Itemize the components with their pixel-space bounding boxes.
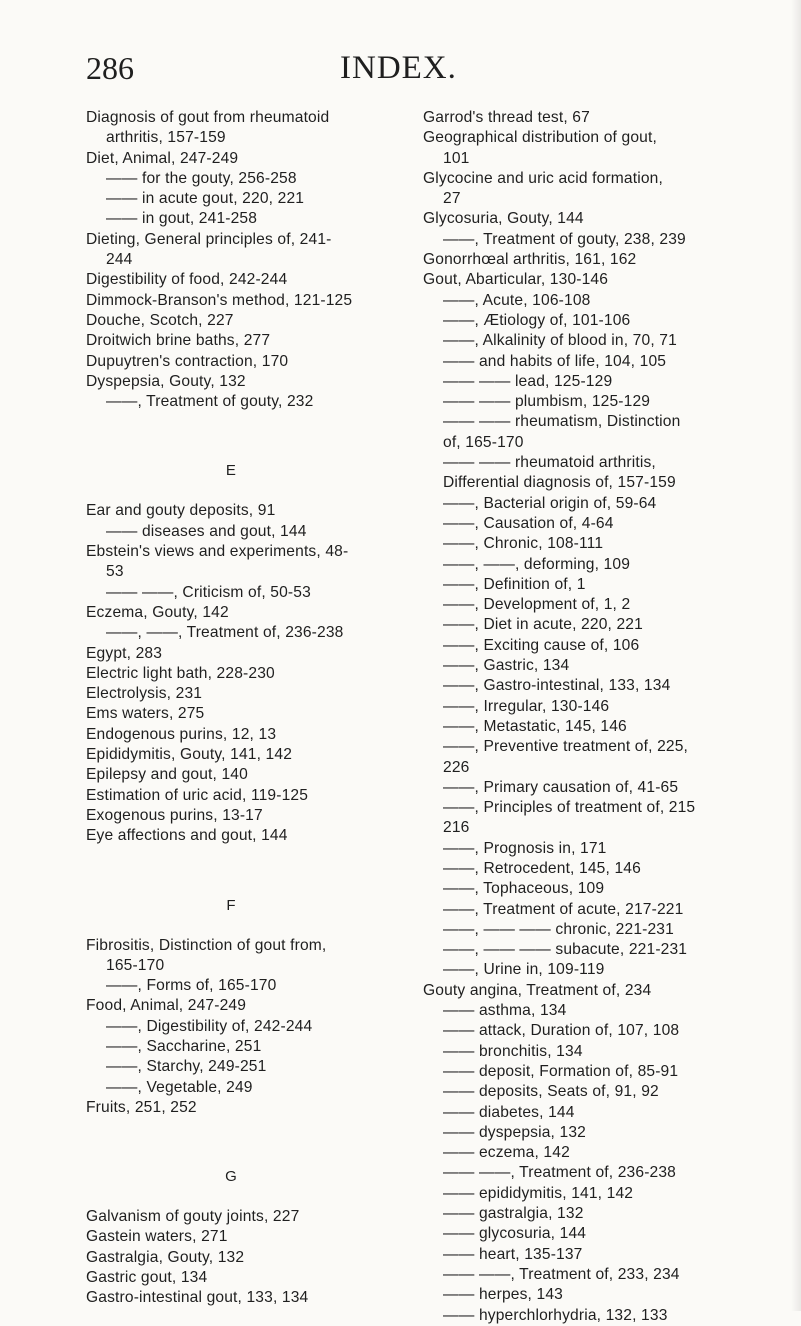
index-entry: —— —— plumbism, 125-129: [443, 393, 651, 411]
index-entry: ——, Forms of, 165-170: [106, 977, 277, 995]
index-entry: 244: [106, 251, 133, 269]
index-entry: Electrolysis, 231: [86, 685, 203, 703]
index-left-column: [86, 108, 396, 1309]
index-entry: Epididymitis, Gouty, 141, 142: [86, 746, 293, 764]
index-entry: Fibrositis, Distinction of gout from,: [86, 936, 327, 954]
index-right-column: [423, 108, 743, 1326]
index-entry: Gastric gout, 134: [86, 1269, 208, 1287]
index-entry: Glycosuria, Gouty, 144: [423, 210, 584, 228]
index-entry: Dieting, General principles of, 241-: [86, 230, 332, 248]
index-entry: Eye affections and gout, 144: [86, 827, 288, 845]
index-entry: Gastro-intestinal gout, 133, 134: [86, 1289, 309, 1307]
index-entry: ——, Metastatic, 145, 146: [443, 717, 627, 735]
index-entry: ——, Saccharine, 251: [106, 1037, 262, 1055]
section-letter-f: F: [226, 896, 236, 914]
page-edge-shadow: [791, 0, 801, 1311]
index-entry: —— —— rheumatoid arthritis,: [443, 454, 656, 472]
index-entry: 226: [443, 758, 470, 776]
index-entry: —— eczema, 142: [443, 1144, 570, 1162]
section-letter-g: G: [225, 1168, 237, 1186]
index-entry: Ebstein's views and experiments, 48-: [86, 543, 349, 561]
index-entry: Garrod's thread test, 67: [423, 109, 590, 126]
entries-g: [86, 1207, 396, 1308]
index-entry: ——, Treatment of gouty, 238, 239: [443, 230, 686, 248]
index-entry: —— herpes, 143: [443, 1286, 563, 1304]
index-entry: —— attack, Duration of, 107, 108: [443, 1022, 680, 1040]
index-entry: ——, ——, Treatment of, 236-238: [106, 624, 344, 642]
index-entry: ——, Exciting cause of, 106: [443, 636, 640, 654]
index-entry: Dupuytren's contraction, 170: [86, 352, 289, 370]
index-entry: Dyspepsia, Gouty, 132: [86, 372, 246, 390]
index-entry: —— ——, Treatment of, 236-238: [443, 1164, 677, 1182]
index-entry: ——, Diet in acute, 220, 221: [443, 616, 643, 634]
index-entry: —— bronchitis, 134: [443, 1042, 583, 1060]
index-entry: ——, Treatment of gouty, 232: [106, 393, 314, 411]
index-entry: Gout, Abarticular, 130-146: [423, 271, 609, 289]
index-entry: —— asthma, 134: [443, 1002, 567, 1020]
entries-d: [86, 108, 396, 412]
index-entry: ——, ——, deforming, 109: [443, 555, 631, 573]
index-entry: Diet, Animal, 247-249: [86, 149, 239, 167]
index-entry: ——, Urine in, 109-119: [443, 961, 605, 979]
entries-e: [86, 501, 396, 846]
index-entry: ——, Starchy, 249-251: [106, 1058, 267, 1076]
index-entry: Digestibility of food, 242-244: [86, 271, 288, 289]
index-entry: ——, Tophaceous, 109: [443, 880, 605, 898]
index-entry: ——, Prognosis in, 171: [443, 839, 607, 857]
index-entry: ——, Definition of, 1: [443, 575, 586, 593]
index-entry: Dimmock-Branson's method, 121-125: [86, 291, 353, 309]
index-entry: —— —— rheumatism, Distinction: [443, 413, 681, 431]
index-entry: ——, Irregular, 130-146: [443, 697, 610, 715]
index-entry: ——, Preventive treatment of, 225,: [443, 738, 689, 756]
index-entry: Ems waters, 275: [86, 705, 205, 723]
index-entry: —— ——, Treatment of, 233, 234: [443, 1265, 680, 1283]
index-entry: Estimation of uric acid, 119-125: [86, 786, 309, 804]
index-entry: Geographical distribution of gout,: [423, 129, 657, 147]
index-entry: Food, Animal, 247-249: [86, 997, 247, 1015]
index-entry: 53: [106, 563, 124, 581]
index-entry: Diagnosis of gout from rheumatoid: [86, 109, 330, 126]
entries-g-continued: [423, 108, 743, 1326]
index-entry: —— hyperchlorhydria, 132, 133: [443, 1306, 668, 1324]
index-entry: —— dyspepsia, 132: [443, 1123, 586, 1141]
index-entry: 165-170: [106, 956, 165, 974]
index-entry: Exogenous purins, 13-17: [86, 806, 263, 824]
index-entry: 101: [443, 149, 470, 167]
index-entry: ——, Ætiology of, 101-106: [443, 311, 631, 329]
index-entry: ——, Gastro-intestinal, 133, 134: [443, 677, 671, 695]
index-entry: Douche, Scotch, 227: [86, 311, 234, 329]
index-entry: 216: [443, 819, 470, 837]
index-entry: ——, Causation of, 4-64: [443, 514, 614, 532]
index-entry: arthritis, 157-159: [106, 129, 226, 147]
index-entry: —— epididymitis, 141, 142: [443, 1184, 634, 1202]
index-entry: ——, —— —— chronic, 221-231: [443, 920, 674, 938]
index-entry: —— diseases and gout, 144: [106, 522, 307, 540]
index-entry: Glycocine and uric acid formation,: [423, 169, 663, 187]
index-entry: Eczema, Gouty, 142: [86, 603, 229, 621]
index-entry: ——, Retrocedent, 145, 146: [443, 859, 641, 877]
index-entry: ——, Bacterial origin of, 59-64: [443, 494, 657, 512]
index-entry: ——, Alkalinity of blood in, 70, 71: [443, 332, 677, 350]
page-number: 286: [86, 50, 134, 86]
index-entry: ——, Principles of treatment of, 215: [443, 799, 696, 817]
index-entry: Differential diagnosis of, 157-159: [443, 474, 676, 492]
index-entry: Gastralgia, Gouty, 132: [86, 1248, 245, 1266]
index-entry: —— for the gouty, 256-258: [106, 169, 297, 187]
index-entry: Gonorrhœal arthritis, 161, 162: [423, 251, 637, 269]
index-entry: —— ——, Criticism of, 50-53: [106, 583, 311, 601]
index-entry: —— heart, 135-137: [443, 1245, 583, 1263]
index-entry: Endogenous purins, 12, 13: [86, 725, 277, 743]
index-entry: —— —— lead, 125-129: [443, 372, 613, 390]
index-entry: ——, Chronic, 108-111: [443, 535, 604, 553]
index-entry: ——, Primary causation of, 41-65: [443, 778, 679, 796]
index-entry: Droitwich brine baths, 277: [86, 332, 271, 350]
index-entry: Gouty angina, Treatment of, 234: [423, 981, 652, 999]
index-entry: ——, Gastric, 134: [443, 657, 570, 675]
index-entry: Gastein waters, 271: [86, 1228, 228, 1246]
index-entry: —— diabetes, 144: [443, 1103, 575, 1121]
index-entry: —— glycosuria, 144: [443, 1225, 587, 1243]
index-entry: —— deposits, Seats of, 91, 92: [443, 1083, 659, 1101]
index-entry: ——, Digestibility of, 242-244: [106, 1017, 313, 1035]
entries-f: [86, 936, 396, 1119]
index-entry: —— and habits of life, 104, 105: [443, 352, 667, 370]
index-entry: —— in gout, 241-258: [106, 210, 258, 228]
index-entry: —— gastralgia, 132: [443, 1205, 584, 1223]
index-entry: ——, Acute, 106-108: [443, 291, 591, 309]
index-entry: Epilepsy and gout, 140: [86, 766, 248, 784]
index-entry: ——, —— —— subacute, 221-231: [443, 941, 688, 959]
index-entry: Egypt, 283: [86, 644, 163, 662]
index-entry: Ear and gouty deposits, 91: [86, 502, 276, 520]
index-entry: ——, Treatment of acute, 217-221: [443, 900, 684, 918]
index-entry: ——, Development of, 1, 2: [443, 596, 631, 614]
index-entry: —— deposit, Formation of, 85-91: [443, 1062, 679, 1080]
index-entry: 27: [443, 190, 461, 208]
index-entry: Fruits, 251, 252: [86, 1098, 197, 1116]
index-entry: Electric light bath, 228-230: [86, 664, 275, 682]
index-entry: ——, Vegetable, 249: [106, 1078, 253, 1096]
section-letter-e: E: [225, 462, 237, 480]
page-title: INDEX.: [340, 50, 457, 86]
index-entry: of, 165-170: [443, 433, 524, 451]
index-entry: —— in acute gout, 220, 221: [106, 190, 305, 208]
index-entry: Galvanism of gouty joints, 227: [86, 1208, 300, 1226]
